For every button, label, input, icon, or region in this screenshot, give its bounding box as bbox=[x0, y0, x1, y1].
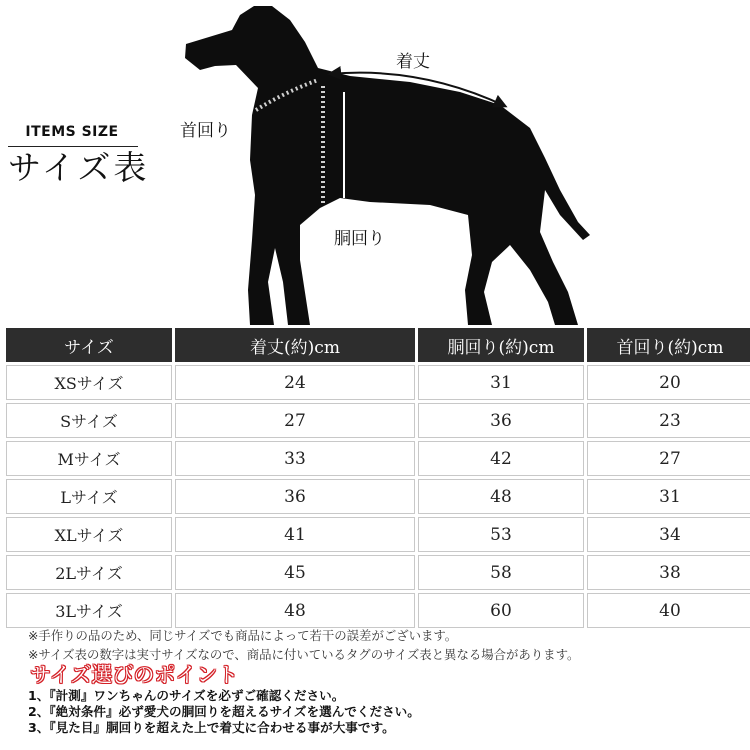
neck-cell: 27 bbox=[587, 441, 750, 476]
length-cell: 36 bbox=[175, 479, 415, 514]
chest-cell: 36 bbox=[418, 403, 584, 438]
neck-cell: 34 bbox=[587, 517, 750, 552]
table-row bbox=[6, 517, 750, 552]
neck-cell: 23 bbox=[587, 403, 750, 438]
table-row bbox=[6, 441, 750, 476]
table-row bbox=[6, 479, 750, 514]
dog-silhouette bbox=[185, 6, 590, 325]
table-row bbox=[6, 555, 750, 590]
length-cell: 27 bbox=[175, 403, 415, 438]
table-header-row bbox=[6, 328, 750, 362]
length-cell: 24 bbox=[175, 365, 415, 400]
size-table bbox=[3, 325, 750, 631]
size-cell: Sサイズ bbox=[6, 403, 172, 438]
items-size-label: ITEMS SIZE bbox=[25, 124, 119, 140]
chest-cell: 48 bbox=[418, 479, 584, 514]
neck-cell: 31 bbox=[587, 479, 750, 514]
dog-silhouette-illustration bbox=[0, 0, 750, 330]
length-cell: 48 bbox=[175, 593, 415, 628]
header-size: サイズ bbox=[6, 328, 172, 362]
point-item: 1、『計測』ワンちゃんのサイズを必ずご確認ください。 bbox=[28, 688, 345, 703]
chest-cell: 58 bbox=[418, 555, 584, 590]
neck-cell: 40 bbox=[587, 593, 750, 628]
notes-section bbox=[28, 626, 743, 736]
size-cell: XLサイズ bbox=[6, 517, 172, 552]
size-cell: 2Lサイズ bbox=[6, 555, 172, 590]
length-cell: 41 bbox=[175, 517, 415, 552]
size-points-title: サイズ選びのポイント bbox=[30, 663, 239, 687]
neck-cell: 38 bbox=[587, 555, 750, 590]
note-tag-difference: ※サイズ表の数字は実寸サイズなので、商品に付いているタグのサイズ表と異なる場合があります。 bbox=[28, 647, 580, 662]
chest-label: 胴回り bbox=[334, 229, 385, 249]
chest-cell: 31 bbox=[418, 365, 584, 400]
header-chest: 胴回り(約)cm bbox=[418, 328, 584, 362]
length-cell: 45 bbox=[175, 555, 415, 590]
chest-cell: 60 bbox=[418, 593, 584, 628]
length-cell: 33 bbox=[175, 441, 415, 476]
point-item: 2、『絶対条件』必ず愛犬の胴回りを超えるサイズを選んでください。 bbox=[28, 704, 420, 719]
size-cell: Mサイズ bbox=[6, 441, 172, 476]
note-handmade: ※手作りの品のため、同じサイズでも商品によって若干の誤差がございます。 bbox=[28, 628, 458, 643]
table-row bbox=[6, 365, 750, 400]
point-item: 3、『見た目』胴回りを超えた上で着丈に合わせる事が大事です。 bbox=[28, 720, 395, 735]
chest-cell: 42 bbox=[418, 441, 584, 476]
length-label: 着丈 bbox=[396, 52, 430, 72]
neck-label: 首回り bbox=[180, 121, 231, 141]
chest-cell: 53 bbox=[418, 517, 584, 552]
header-length: 着丈(約)cm bbox=[175, 328, 415, 362]
size-chart-title: サイズ表 bbox=[8, 148, 150, 187]
size-cell: XSサイズ bbox=[6, 365, 172, 400]
table-row bbox=[6, 403, 750, 438]
neck-cell: 20 bbox=[587, 365, 750, 400]
table-row bbox=[6, 593, 750, 628]
header-neck: 首回り(約)cm bbox=[587, 328, 750, 362]
size-cell: Lサイズ bbox=[6, 479, 172, 514]
size-cell: 3Lサイズ bbox=[6, 593, 172, 628]
